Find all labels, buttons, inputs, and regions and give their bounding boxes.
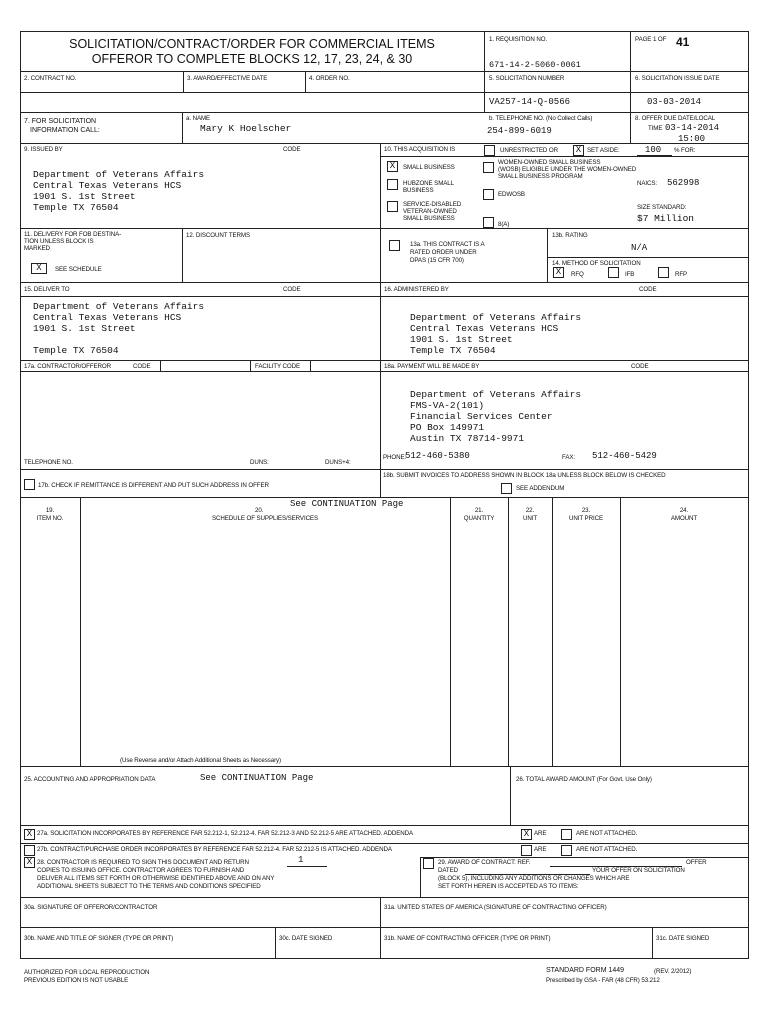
footer-previous-edition: PREVIOUS EDITION IS NOT USABLE <box>24 977 129 984</box>
sdvosb-checkbox[interactable] <box>387 201 398 212</box>
payment-code-label: CODE <box>631 363 649 370</box>
hubzone-label-2: BUSINESS <box>403 187 434 194</box>
officer-name-label: 31b. NAME OF CONTRACTING OFFICER (TYPE OR PRINT) <box>384 935 551 942</box>
telephone-value: 254-899-6019 <box>487 126 552 136</box>
block27a-text: 27a. SOLICITATION INCORPORATES BY REFERENCE FAR 52.212-1, 52.212-4. FAR 52.212-3 AND 52.212-5 ARE ATTACHED. ADDENDA <box>37 830 414 837</box>
col-unit-num: 22. <box>525 507 535 514</box>
block27a-are: ARE <box>534 830 547 837</box>
block27a-are-not: ARE NOT ATTACHED. <box>576 830 638 837</box>
rating-label: 13b. RATING <box>552 232 588 239</box>
copies-value: 1 <box>298 855 304 865</box>
wosb-label-2: (WOSB) ELIGIBLE UNDER THE WOMEN-OWNED <box>498 166 637 173</box>
payment-line-1: Department of Veterans Affairs <box>410 389 582 400</box>
time-label: TIME <box>648 125 663 132</box>
col-unit-price-header: UNIT PRICE <box>569 515 603 522</box>
rfq-label: RFQ <box>571 271 584 278</box>
edwosb-label: EDWOSB <box>498 191 525 198</box>
contractor-code-label: CODE <box>133 363 151 370</box>
solicitation-method-label: 14. METHOD OF SOLICITATION <box>552 260 641 267</box>
signature-offeror-label: 30a. SIGNATURE OF OFFEROR/CONTRACTOR <box>24 904 158 911</box>
contractor-label: 17a. CONTRACTOR/OFFEROR <box>24 363 111 370</box>
accounting-label: 25. ACCOUNTING AND APPROPRIATION DATA <box>24 776 156 783</box>
info-call-label: 7. FOR SOLICITATION <box>24 118 97 125</box>
payment-phone-label: PHONE: <box>383 454 407 461</box>
issued-by-code-label: CODE <box>283 146 301 153</box>
set-aside-checkbox[interactable]: X <box>573 145 584 156</box>
payment-fax: 512-460-5429 <box>592 451 657 461</box>
telephone-label: b. TELEPHONE NO. (No Collect Calls) <box>489 115 593 122</box>
block29-line-1: 29. AWARD OF CONTRACT: REF. <box>438 859 531 866</box>
form-title: SOLICITATION/CONTRACT/ORDER FOR COMMERCIAL ITEMS <box>69 37 435 51</box>
wosb-label-3: SMALL BUSINESS PROGRAM <box>498 173 583 180</box>
submit-invoices-label: 18b. SUBMIT INVOICES TO ADDRESS SHOWN IN BLOCK 18a UNLESS BLOCK BELOW IS CHECKED <box>383 472 666 479</box>
administered-by-code-label: CODE <box>639 286 657 293</box>
payment-phone: 512-460-5380 <box>405 451 470 461</box>
ifb-checkbox[interactable] <box>608 267 619 278</box>
issued-by-line-2: Central Texas Veterans HCS <box>33 180 182 191</box>
block29-your-offer: YOUR OFFER ON SOLICITATION <box>592 867 685 874</box>
requisition-label: 1. REQUISITION NO. <box>489 36 548 43</box>
requisition-value: 671-14-2-5060-0061 <box>489 60 581 70</box>
col-schedule-num: 20. <box>255 507 264 514</box>
sdvosb-label-2: VETERAN-OWNED <box>403 208 457 215</box>
see-schedule-checkbox[interactable]: X <box>31 263 47 274</box>
size-standard-value: $7 Million <box>637 213 695 224</box>
page-count: 41 <box>676 35 690 49</box>
page-label: PAGE 1 OF <box>635 36 667 43</box>
block28-checkbox[interactable]: X <box>24 857 35 868</box>
see-schedule-label: SEE SCHEDULE <box>55 266 102 273</box>
col-amount-header: AMOUNT <box>670 515 698 522</box>
block27b-are-checkbox[interactable] <box>521 845 532 856</box>
naics-label: NAICS: <box>637 180 658 187</box>
sdvosb-label-1: SERVICE-DISABLED <box>403 201 462 208</box>
hubzone-label-1: HUBZONE SMALL <box>403 180 454 187</box>
col-item-header: ITEM NO. <box>36 515 64 522</box>
discount-terms-label: 12. DISCOUNT TERMS <box>186 232 250 239</box>
fob-label-3: MARKED <box>24 245 50 252</box>
contact-name-label: a. NAME <box>186 115 211 122</box>
payment-line-2: FMS-VA-2(101) <box>410 400 485 411</box>
eight-a-label: 8(A) <box>498 221 510 228</box>
col-schedule-header: SCHEDULE OF SUPPLIES/SERVICES <box>212 515 318 522</box>
naics-value: 562998 <box>667 178 700 188</box>
eight-a-checkbox[interactable] <box>483 217 494 228</box>
block28-line-1: 28. CONTRACTOR IS REQUIRED TO SIGN THIS DOCUMENT AND RETURN <box>37 859 249 866</box>
footer-form-number: STANDARD FORM 1449 <box>546 967 625 974</box>
solicitation-date: 03-03-2014 <box>647 97 702 107</box>
remittance-checkbox[interactable] <box>24 479 35 490</box>
col-unit-header: UNIT <box>522 515 538 522</box>
block27b-text: 27b. CONTRACT/PURCHASE ORDER INCORPORATES BY REFERENCE FAR 52.212-4. FAR 52.212-5 IS ATTACHED. ADDENDA <box>37 846 392 853</box>
signer-date-label: 30c. DATE SIGNED <box>279 935 333 942</box>
duns4-label: DUNS+4: <box>325 459 351 466</box>
unrestricted-checkbox[interactable] <box>484 145 495 156</box>
administered-by-label: 16. ADMINISTERED BY <box>384 286 449 293</box>
signature-officer-label: 31a. UNITED STATES OF AMERICA (SIGNATURE OF CONTRACTING OFFICER) <box>384 904 607 911</box>
col-item-num: 19. <box>45 507 55 514</box>
fob-label-1: 11. DELIVERY FOR FOB DESTINA- <box>24 231 122 238</box>
reverse-note: (Use Reverse and/or Attach Additional Sheets as Necessary) <box>120 757 282 764</box>
solicitation-number: VA257-14-Q-0566 <box>489 97 571 107</box>
rfp-label: RFP <box>675 271 688 278</box>
facility-code-label: FACILITY CODE <box>255 363 301 370</box>
fob-label-2: TION UNLESS BLOCK IS <box>24 238 94 245</box>
rating-value: N/A <box>631 243 648 253</box>
wosb-checkbox[interactable] <box>483 162 494 173</box>
addendum-label: SEE ADDENDUM <box>516 485 565 492</box>
ifb-label: IFB <box>625 271 635 278</box>
footer-revision: (REV. 2/2012) <box>654 968 692 975</box>
acquisition-label: 10. THIS ACQUISITION IS <box>384 146 456 153</box>
offer-due-date: 03-14-2014 <box>665 123 720 133</box>
contractor-telephone-label: TELEPHONE NO. <box>24 459 73 466</box>
block27b-are: ARE <box>534 846 547 853</box>
set-aside-label: SET ASIDE: <box>587 147 620 154</box>
rated-order-label-2: RATED ORDER UNDER <box>410 249 477 256</box>
order-no-label: 4. ORDER NO. <box>309 75 350 82</box>
block29-offer: OFFER <box>686 859 707 866</box>
block27b-are-not: ARE NOT ATTACHED. <box>576 846 638 853</box>
signer-name-label: 30b. NAME AND TITLE OF SIGNER (TYPE OR PRINT) <box>24 935 174 942</box>
payment-line-5: Austin TX 78714-9971 <box>410 433 525 444</box>
administered-by-line-4: Temple TX 76504 <box>410 345 496 356</box>
issued-by-line-1: Department of Veterans Affairs <box>33 169 205 180</box>
duns-label: DUNS: <box>250 459 269 466</box>
rfp-checkbox[interactable] <box>658 267 669 278</box>
footer-reproduction: AUTHORIZED FOR LOCAL REPRODUCTION <box>24 969 150 976</box>
issued-by-line-3: 1901 S. 1st Street <box>33 191 136 202</box>
issued-by-label: 9. ISSUED BY <box>24 146 63 153</box>
footer-prescribed: Prescribed by GSA - FAR (48 CFR) 53.212 <box>546 977 660 984</box>
block27b-checkbox[interactable] <box>24 845 35 856</box>
payment-label: 18a. PAYMENT WILL BE MADE BY <box>384 363 480 370</box>
block27b-not-checkbox[interactable] <box>561 845 572 856</box>
administered-by-line-3: 1901 S. 1st Street <box>410 334 513 345</box>
block28-line-4: ADDITIONAL SHEETS SUBJECT TO THE TERMS AND CONDITIONS SPECIFIED <box>37 883 261 890</box>
administered-by-line-2: Central Texas Veterans HCS <box>410 323 559 334</box>
small-business-label: SMALL BUSINESS <box>403 164 455 171</box>
block29-dated: DATED <box>438 867 459 874</box>
contact-name: Mary K Hoelscher <box>200 123 292 134</box>
block27a-are-checkbox[interactable]: X <box>521 829 532 840</box>
rated-order-label-1: 13a. THIS CONTRACT IS A <box>410 241 485 248</box>
continuation-note: See CONTINUATION Page <box>290 499 404 509</box>
issued-by-line-4: Temple TX 76504 <box>33 202 119 213</box>
offer-due-label: 8. OFFER DUE DATE/LOCAL <box>635 115 716 122</box>
officer-date-label: 31c. DATE SIGNED <box>656 935 710 942</box>
deliver-to-line-2: Central Texas Veterans HCS <box>33 312 182 323</box>
deliver-to-label: 15. DELIVER TO <box>24 286 70 293</box>
offer-due-time: 15:00 <box>678 134 706 144</box>
size-standard-label: SIZE STANDARD: <box>637 204 687 211</box>
accounting-value: See CONTINUATION Page <box>200 773 314 783</box>
sdvosb-label-3: SMALL BUSINESS <box>403 215 455 222</box>
block29-checkbox[interactable] <box>423 858 434 869</box>
solicitation-date-label: 6. SOLICITATION ISSUE DATE <box>635 75 720 82</box>
deliver-to-line-1: Department of Veterans Affairs <box>33 301 205 312</box>
percent-for-label: % FOR: <box>674 147 696 154</box>
contract-no-label: 2. CONTRACT NO. <box>24 75 77 82</box>
small-business-checkbox[interactable]: X <box>387 161 398 172</box>
block27a-checkbox[interactable]: X <box>24 829 35 840</box>
addendum-checkbox[interactable] <box>501 483 512 494</box>
solicitation-number-label: 5. SOLICITATION NUMBER <box>489 75 565 82</box>
deliver-to-line-3: 1901 S. 1st Street <box>33 323 136 334</box>
award-date-label: 3. AWARD/EFFECTIVE DATE <box>187 75 268 82</box>
hubzone-checkbox[interactable] <box>387 179 398 190</box>
unrestricted-label: UNRESTRICTED OR <box>500 147 558 154</box>
edwosb-checkbox[interactable] <box>483 189 494 200</box>
col-amount-num: 24. <box>679 507 689 514</box>
remittance-label: 17b. CHECK IF REMITTANCE IS DIFFERENT AND PUT SUCH ADDRESS IN OFFER <box>38 482 269 489</box>
deliver-to-code-label: CODE <box>283 286 301 293</box>
info-call-label-2: INFORMATION CALL: <box>30 127 100 134</box>
rfq-checkbox[interactable]: X <box>553 267 564 278</box>
administered-by-line-1: Department of Veterans Affairs <box>410 312 582 323</box>
set-aside-percent: 100 <box>645 145 662 155</box>
payment-line-3: Financial Services Center <box>410 411 553 422</box>
block27a-not-checkbox[interactable] <box>561 829 572 840</box>
deliver-to-line-4: Temple TX 76504 <box>33 345 119 356</box>
payment-line-4: PO Box 149971 <box>410 422 485 433</box>
payment-fax-label: FAX: <box>562 454 576 461</box>
col-quantity-num: 21. <box>474 507 484 514</box>
block28-line-3: DELIVER ALL ITEMS SET FORTH OR OTHERWISE IDENTIFIED ABOVE AND ON ANY <box>37 875 275 882</box>
rated-order-label-3: DPAS (15 CFR 700) <box>410 257 464 264</box>
form-subtitle: OFFEROR TO COMPLETE BLOCKS 12, 17, 23, 24, & 30 <box>91 52 413 66</box>
wosb-label-1: WOMEN-OWNED SMALL BUSINESS <box>498 159 601 166</box>
total-award-label: 26. TOTAL AWARD AMOUNT (For Govt. Use Only) <box>516 776 652 783</box>
block28-line-2: COPIES TO ISSUING OFFICE. CONTRACTOR AGREES TO FURNISH AND <box>37 867 245 874</box>
block29-line-3: SET FORTH HEREIN IS ACCEPTED AS TO ITEMS: <box>438 883 579 890</box>
block29-line-2: (BLOCK 5), INCLUDING ANY ADDITIONS OR CHANGES WHICH ARE <box>438 875 630 882</box>
col-unit-price-num: 23. <box>581 507 591 514</box>
col-quantity-header: QUANTITY <box>463 515 495 522</box>
rated-order-checkbox[interactable] <box>389 240 400 251</box>
